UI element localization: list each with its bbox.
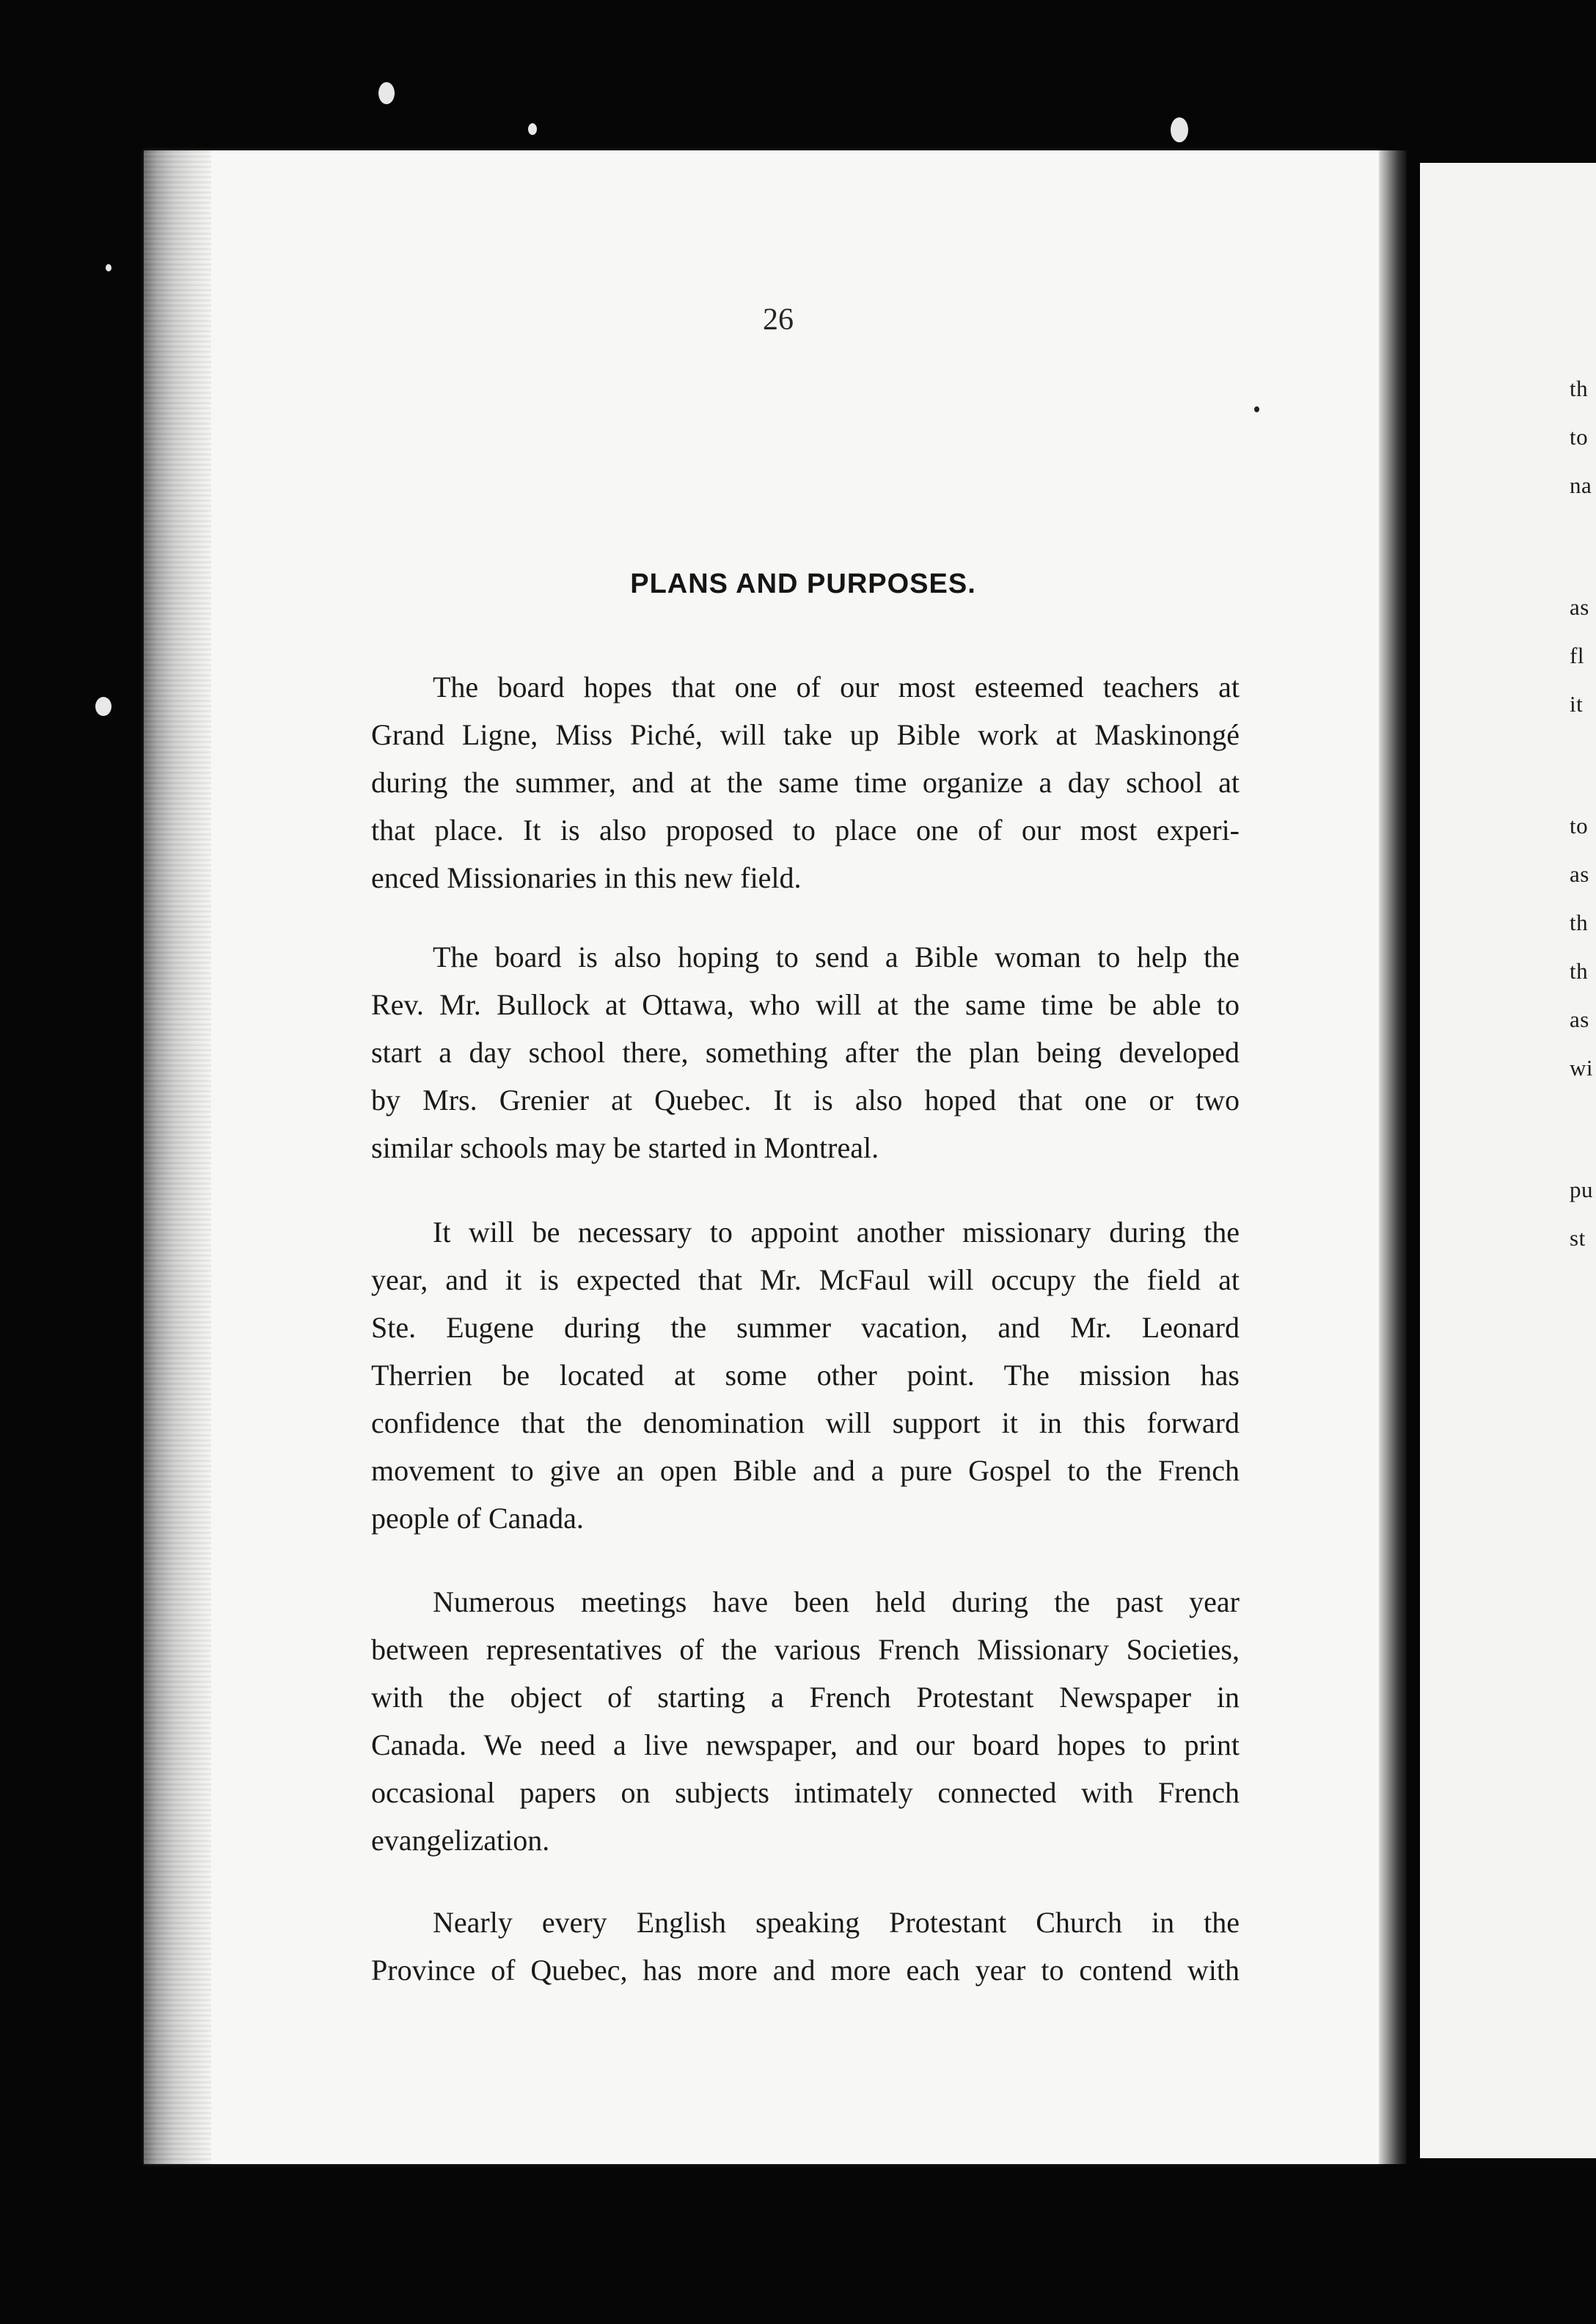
text-line: Numerous meetings have been held during the past year — [433, 1585, 1240, 1618]
text-line: with the object of starting a French Protestant Newspaper in — [371, 1681, 1240, 1714]
text-line: year, and it is expected that Mr. McFaul will occupy the field at — [371, 1263, 1240, 1296]
text-line: Ste. Eugene during the summer vacation, and Mr. Leonard — [371, 1311, 1240, 1344]
film-speck — [1171, 117, 1188, 142]
film-speck — [528, 123, 537, 135]
facing-fragment: th — [1570, 376, 1589, 401]
film-speck — [106, 264, 111, 271]
facing-fragment: as — [1570, 1006, 1589, 1032]
facing-fragment: it — [1570, 691, 1584, 717]
facing-fragment: pu — [1570, 1177, 1593, 1202]
text-line: that place. It is also proposed to place one of our most experi- — [371, 814, 1240, 847]
film-speck — [95, 697, 111, 716]
page-number: 26 — [763, 303, 794, 337]
facing-fragment: as — [1570, 861, 1589, 887]
facing-page — [1420, 163, 1596, 2158]
page-edge-shadow — [144, 150, 211, 2164]
ink-speck — [1254, 406, 1259, 412]
text-line: evangelization. — [371, 1824, 550, 1857]
text-line: during the summer, and at the same time organize a day school at — [371, 766, 1240, 799]
text-line: Rev. Mr. Bullock at Ottawa, who will at the same time be able to — [371, 988, 1240, 1021]
text-line: It will be necessary to appoint another missionary during the — [433, 1216, 1240, 1249]
text-line: Canada. We need a live newspaper, and our board hopes to print — [371, 1728, 1240, 1761]
text-line: Therrien be located at some other point. The mission has — [371, 1359, 1240, 1392]
facing-fragment: to — [1570, 813, 1589, 838]
text-line: start a day school there, something after the plan being developed — [371, 1036, 1240, 1069]
paragraph — [371, 1578, 1240, 1864]
text-line: The board hopes that one of our most esteemed teachers at — [433, 670, 1240, 704]
paragraph — [371, 663, 1240, 902]
text-line: by Mrs. Grenier at Quebec. It is also hoped that one or two — [371, 1084, 1240, 1117]
facing-fragment: st — [1570, 1225, 1586, 1251]
facing-fragment: na — [1570, 472, 1592, 498]
film-speck — [378, 82, 395, 104]
text-line: between representatives of the various French Missionary Societies, — [371, 1633, 1240, 1666]
facing-fragment: th — [1570, 910, 1589, 935]
paragraph — [371, 1899, 1240, 1994]
book-gutter — [1379, 150, 1407, 2164]
text-line: The board is also hoping to send a Bible woman to help the — [433, 940, 1240, 973]
text-line: Nearly every English speaking Protestant Church in the — [433, 1906, 1240, 1939]
facing-fragment: as — [1570, 594, 1589, 620]
text-line: confidence that the denomination will support it in this forward — [371, 1406, 1240, 1439]
facing-fragment: to — [1570, 424, 1589, 450]
text-line: people of Canada. — [371, 1502, 584, 1535]
paragraph — [371, 1208, 1240, 1542]
facing-fragment: wi — [1570, 1055, 1593, 1081]
text-line: Grand Ligne, Miss Piché, will take up Bible work at Maskinongé — [371, 718, 1240, 751]
text-line: enced Missionaries in this new field. — [371, 861, 802, 894]
facing-fragment: fl — [1570, 643, 1584, 668]
text-line: Province of Quebec, has more and more each year to contend with — [371, 1954, 1240, 1987]
facing-fragment: th — [1570, 958, 1589, 984]
paragraph — [371, 933, 1240, 1172]
text-line: movement to give an open Bible and a pure Gospel to the French — [371, 1454, 1240, 1487]
text-line: similar schools may be started in Montreal. — [371, 1131, 879, 1164]
text-line: occasional papers on subjects intimately connected with French — [371, 1776, 1240, 1809]
section-title: PLANS AND PURPOSES. — [630, 569, 976, 599]
